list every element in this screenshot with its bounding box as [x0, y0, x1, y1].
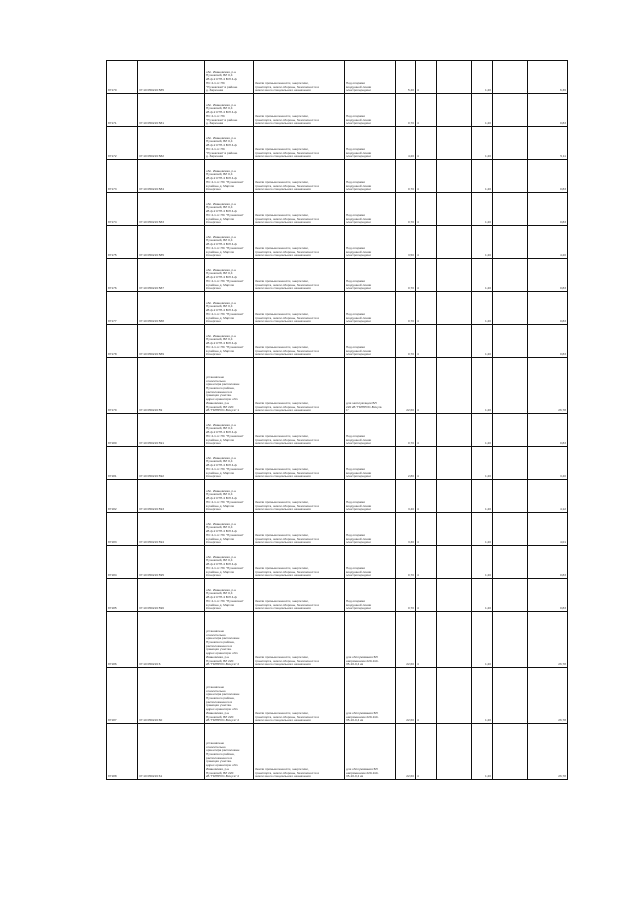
row-number-cell: 87186 — [107, 612, 138, 668]
row-number-cell: 87171 — [107, 94, 138, 127]
table-row — [107, 546, 568, 579]
area-cell: 0,70 — [396, 579, 416, 612]
empty-cell — [493, 668, 528, 724]
land-category-cell: Земли промышленности, энергетики, транспорта, земли обороны, безопасности и земли иного специального назначения — [254, 668, 345, 724]
land-category-cell: Земли промышленности, энергетики, транспорта, земли обороны, безопасности и земли иного специального назначения — [254, 325, 345, 358]
cadastral-number-cell: 37:10:050216:596 — [138, 579, 205, 612]
empty-cell — [437, 61, 472, 94]
table-body — [107, 61, 568, 780]
empty-cell — [437, 325, 472, 358]
row-number-cell: 87180 — [107, 414, 138, 447]
permitted-use-cell: Под опорами воздушной линии электропередачи — [345, 579, 396, 612]
table-row — [107, 325, 568, 358]
amount-cell: 6,36 — [528, 61, 568, 94]
amount-cell: 26,78 — [528, 668, 568, 724]
amount-cell: 0,83 — [528, 193, 568, 226]
amount-cell: 26,78 — [528, 358, 568, 414]
row-number-cell: 87185 — [107, 579, 138, 612]
table-row — [107, 358, 568, 414]
coefficient-cell: 4 — [416, 94, 437, 127]
area-cell: 3,30 — [396, 513, 416, 546]
permitted-use-cell: Под опорами воздушной линии электропередачи — [345, 193, 396, 226]
cadastral-number-cell: 37:10:050216:593 — [138, 480, 205, 513]
empty-cell — [493, 226, 528, 259]
amount-cell: 3,40 — [528, 447, 568, 480]
amount-cell: 26,78 — [528, 724, 568, 780]
permitted-use-cell: Под опорами воздушной линии электропередачи — [345, 160, 396, 193]
table-row — [107, 612, 568, 668]
rate-cell: 1,20 — [472, 612, 493, 668]
empty-cell — [493, 414, 528, 447]
cadastral-number-cell: 37:10:050216:595 — [138, 546, 205, 579]
amount-cell: 0,83 — [528, 94, 568, 127]
amount-cell: 4,20 — [528, 226, 568, 259]
rate-cell: 1,20 — [472, 226, 493, 259]
permitted-use-cell: Под опорами воздушной линии электропередачи — [345, 94, 396, 127]
address-cell: установлено относительно ориентира расположен Пучежского района, расположенного в границах участка. адрес ориентира: обл. Ивановская, р-н Пучежский, ВЛ 220 кВ "НИПРОС-Вичуга" 1 — [205, 358, 254, 414]
empty-cell — [437, 724, 472, 780]
empty-cell — [437, 94, 472, 127]
address-cell: обл. Ивановская, р-н Пучежский, ВЛ 0,4 кВ ф.2 КТП-4 В/Л 4-ф ПС 4-1 от ПС "Пучежская" в районе д. Мартов Кочергино — [205, 325, 254, 358]
area-cell: 0,70 — [396, 259, 416, 292]
table-row — [107, 668, 568, 724]
row-number-cell: 87184 — [107, 546, 138, 579]
empty-cell — [493, 546, 528, 579]
rate-cell: 1,20 — [472, 546, 493, 579]
coefficient-cell: 4 — [416, 579, 437, 612]
address-cell: обл. Ивановская, р-н Пучежский, ВЛ 0,4 кВ ф.2 КТП-4 В/Л 4-ф ПС 4-1 от ПС "Пучежская" в районе д. Заречная — [205, 94, 254, 127]
coefficient-cell: 4 — [416, 447, 437, 480]
amount-cell: 4,12 — [528, 480, 568, 513]
amount-cell: 26,78 — [528, 612, 568, 668]
cadastral-number-cell: 37:10:050216:592 — [138, 447, 205, 480]
coefficient-cell: 4 — [416, 724, 437, 780]
permitted-use-cell: Под опорами воздушной линии электропередачи — [345, 447, 396, 480]
land-category-cell: Земли промышленности, энергетики, транспорта, земли обороны, безопасности и земли иного специального назначения — [254, 358, 345, 414]
permitted-use-cell: для обслуживания ВЛ напряжением 220-110- 35-10-0,4 кв — [345, 724, 396, 780]
cadastral-number-cell: 37:10:050216:61 — [138, 724, 205, 780]
table-row — [107, 480, 568, 513]
empty-cell — [437, 612, 472, 668]
table-row — [107, 292, 568, 325]
land-category-cell: Земли промышленности, энергетики, транспорта, земли обороны, безопасности и земли иного специального назначения — [254, 480, 345, 513]
land-category-cell: Земли промышленности, энергетики, транспорта, земли обороны, безопасности и земли иного специального назначения — [254, 94, 345, 127]
amount-cell: 0,83 — [528, 325, 568, 358]
empty-cell — [493, 292, 528, 325]
table-row — [107, 160, 568, 193]
coefficient-cell: 4 — [416, 193, 437, 226]
coefficient-cell: 4 — [416, 612, 437, 668]
empty-cell — [493, 480, 528, 513]
area-cell: 0,70 — [396, 292, 416, 325]
area-cell: 0,70 — [396, 546, 416, 579]
area-cell: 22,60 — [396, 612, 416, 668]
rate-cell: 1,20 — [472, 447, 493, 480]
amount-cell: 5,11 — [528, 127, 568, 160]
row-number-cell: 87173 — [107, 160, 138, 193]
cadastral-number-cell: 37:10:050216:582 — [138, 127, 205, 160]
address-cell: установлено относительно ориентира расположен Пучежского района, расположенного в границах участка. адрес ориентира: обл. Ивановская, р-н Пучежский, ВЛ 220 кВ "НИПРОС-Вичуга" 2 — [205, 668, 254, 724]
empty-cell — [437, 127, 472, 160]
cadastral-number-cell: 37:10:050216:587 — [138, 259, 205, 292]
empty-cell — [437, 414, 472, 447]
amount-cell: 0,83 — [528, 414, 568, 447]
table-row — [107, 193, 568, 226]
table-row — [107, 94, 568, 127]
coefficient-cell: 4 — [416, 668, 437, 724]
address-cell: обл. Ивановская, р-н Пучежский, ВЛ 0,4 кВ ф.2 КТП-4 В/Л 4-ф ПС 4-1 от ПС "Пучежская" в районе д. Мартов Кочергино — [205, 546, 254, 579]
empty-cell — [493, 358, 528, 414]
area-cell: 0,70 — [396, 325, 416, 358]
rate-cell: 1,20 — [472, 292, 493, 325]
land-category-cell: Земли промышленности, энергетики, транспорта, земли обороны, безопасности и земли иного специального назначения — [254, 127, 345, 160]
permitted-use-cell: Под опорами воздушной линии электропередачи — [345, 480, 396, 513]
coefficient-cell: 4 — [416, 226, 437, 259]
address-cell: установлено относительно ориентира расположен Пучежского района, расположенного в границах участка. адрес ориентира: обл. Ивановская, р-н Пучежский, ВЛ 220 кВ "НИПРОС-Вичуга" 2 — [205, 724, 254, 780]
rate-cell: 1,20 — [472, 480, 493, 513]
land-category-cell: Земли промышленности, энергетики, транспорта, земли обороны, безопасности и земли иного специального назначения — [254, 61, 345, 94]
rate-cell: 1,20 — [472, 127, 493, 160]
area-cell: 0,70 — [396, 414, 416, 447]
cadastral-number-cell: 37:10:050216:581 — [138, 94, 205, 127]
row-number-cell: 87187 — [107, 668, 138, 724]
coefficient-cell: 4 — [416, 358, 437, 414]
empty-cell — [493, 513, 528, 546]
address-cell: обл. Ивановская, р-н Пучежский, ВЛ 0,4 кВ ф.2 КТП-4 В/Л 4-ф ПС 4-1 от ПС "Пучежская" в районе д. Мартов Кочергино — [205, 513, 254, 546]
empty-cell — [493, 193, 528, 226]
coefficient-cell: 4 — [416, 325, 437, 358]
coefficient-cell: 4 — [416, 513, 437, 546]
land-category-cell: Земли промышленности, энергетики, транспорта, земли обороны, безопасности и земли иного специального назначения — [254, 612, 345, 668]
empty-cell — [493, 579, 528, 612]
area-cell: 3,50 — [396, 226, 416, 259]
permitted-use-cell: Под опорами воздушной линии электропередачи — [345, 513, 396, 546]
permitted-use-cell: Под опорами воздушной линии электропередачи — [345, 546, 396, 579]
permitted-use-cell: Под опорами воздушной линии электропередачи — [345, 61, 396, 94]
area-cell: 0,70 — [396, 193, 416, 226]
empty-cell — [493, 259, 528, 292]
amount-cell: 0,83 — [528, 292, 568, 325]
permitted-use-cell: для эксплуатации ВЛ 220 кВ "НИПРОС-Вичуга 1" — [345, 358, 396, 414]
coefficient-cell: 4 — [416, 546, 437, 579]
land-category-cell: Земли промышленности, энергетики, транспорта, земли обороны, безопасности и земли иного специального назначения — [254, 724, 345, 780]
rate-cell: 1,20 — [472, 414, 493, 447]
permitted-use-cell: для обслуживания ВЛ напряжением 220-110- 35-10-0,4 кв — [345, 612, 396, 668]
address-cell: обл. Ивановская, р-н Пучежский, ВЛ 0,4 кВ ф.2 КТП-4 В/Л 4-ф ПС 4-1 от ПС "Пучежская" в районе д. Заречная — [205, 61, 254, 94]
cadastral-number-cell: 37:10:050216:594 — [138, 513, 205, 546]
land-category-cell: Земли промышленности, энергетики, транспорта, земли обороны, безопасности и земли иного специального назначения — [254, 259, 345, 292]
cadastral-number-cell: 37:10:050216:59 — [138, 358, 205, 414]
address-cell: обл. Ивановская, р-н Пучежский, ВЛ 0,4 кВ ф.2 КТП-4 В/Л 4-ф ПС 4-1 от ПС "Пучежская" в районе д. Мартов Кочергино — [205, 579, 254, 612]
land-category-cell: Земли промышленности, энергетики, транспорта, земли обороны, безопасности и земли иного специального назначения — [254, 226, 345, 259]
rate-cell: 1,20 — [472, 61, 493, 94]
cadastral-number-cell: 37:10:050216:585 — [138, 61, 205, 94]
empty-cell — [437, 447, 472, 480]
table-row — [107, 259, 568, 292]
empty-cell — [437, 546, 472, 579]
table-row — [107, 579, 568, 612]
cadastral-number-cell: 37:10:050216:6 — [138, 612, 205, 668]
empty-cell — [437, 226, 472, 259]
table-row — [107, 127, 568, 160]
address-cell: обл. Ивановская, р-н Пучежский, ВЛ 0,4 кВ ф.2 КТП-4 В/Л 4-ф ПС 4-1 от ПС "Пучежская" в районе д. Мартов Кочергино — [205, 292, 254, 325]
coefficient-cell: 4 — [416, 61, 437, 94]
area-cell: 2,80 — [396, 447, 416, 480]
empty-cell — [437, 193, 472, 226]
table-row — [107, 724, 568, 780]
address-cell: обл. Ивановская, р-н Пучежский, ВЛ 0,4 кВ ф.2 КТП-4 В/Л 4-ф ПС 4-1 от ПС "Пучежская" в районе д. Мартов Кочергино — [205, 160, 254, 193]
rate-cell: 1,20 — [472, 358, 493, 414]
coefficient-cell: 4 — [416, 160, 437, 193]
area-cell: 0,70 — [396, 94, 416, 127]
table-row — [107, 414, 568, 447]
empty-cell — [493, 447, 528, 480]
rate-cell: 1,20 — [472, 325, 493, 358]
area-cell: 22,60 — [396, 358, 416, 414]
coefficient-cell: 4 — [416, 127, 437, 160]
rate-cell: 1,20 — [472, 193, 493, 226]
empty-cell — [437, 292, 472, 325]
permitted-use-cell: Под опорами воздушной линии электропередачи — [345, 414, 396, 447]
rate-cell: 1,20 — [472, 668, 493, 724]
table-row — [107, 226, 568, 259]
rate-cell: 1,20 — [472, 259, 493, 292]
address-cell: обл. Ивановская, р-н Пучежский, ВЛ 0,4 кВ ф.2 КТП-4 В/Л 4-ф ПС 4-1 от ПС "Пучежская" в районе д. Мартов Кочергино — [205, 414, 254, 447]
area-cell: 4,20 — [396, 127, 416, 160]
land-category-cell: Земли промышленности, энергетики, транспорта, земли обороны, безопасности и земли иного специального назначения — [254, 546, 345, 579]
row-number-cell: 87183 — [107, 513, 138, 546]
empty-cell — [493, 61, 528, 94]
empty-cell — [437, 358, 472, 414]
address-cell: обл. Ивановская, р-н Пучежский, ВЛ 0,4 кВ ф.2 КТП-4 В/Л 4-ф ПС 4-1 от ПС "Пучежская" в районе д. Мартов Кочергино — [205, 226, 254, 259]
address-cell: обл. Ивановская, р-н Пучежский, ВЛ 0,4 кВ ф.2 КТП-4 В/Л 4-ф ПС 4-1 от ПС "Пучежская" в районе д. Мартов Кочергино — [205, 480, 254, 513]
cadastral-number-cell: 37:10:050216:583 — [138, 193, 205, 226]
row-number-cell: 87175 — [107, 226, 138, 259]
area-cell: 5,40 — [396, 61, 416, 94]
address-cell: установлено относительно ориентира расположен Пучежского района, расположенного в границах участка. адрес ориентира: обл. Ивановская, р-н Пучежский, ВЛ 220 кВ "НИПРОС-Вичуга" 2 — [205, 612, 254, 668]
rate-cell: 1,20 — [472, 94, 493, 127]
empty-cell — [493, 724, 528, 780]
row-number-cell: 87176 — [107, 259, 138, 292]
rate-cell: 1,20 — [472, 724, 493, 780]
permitted-use-cell: Под опорами воздушной линии электропередачи — [345, 325, 396, 358]
row-number-cell: 87172 — [107, 127, 138, 160]
cadastral-number-cell: 37:10:050216:584 — [138, 160, 205, 193]
table-row — [107, 447, 568, 480]
empty-cell — [493, 612, 528, 668]
land-category-cell: Земли промышленности, энергетики, транспорта, земли обороны, безопасности и земли иного специального назначения — [254, 447, 345, 480]
address-cell: обл. Ивановская, р-н Пучежский, ВЛ 0,4 кВ ф.2 КТП-4 В/Л 4-ф ПС 4-1 от ПС "Пучежская" в районе д. Мартов Кочергино — [205, 193, 254, 226]
permitted-use-cell: Под опорами воздушной линии электропередачи — [345, 127, 396, 160]
amount-cell: 4,01 — [528, 513, 568, 546]
row-number-cell: 87174 — [107, 193, 138, 226]
permitted-use-cell: Под опорами воздушной линии электропередачи — [345, 259, 396, 292]
area-cell: 22,60 — [396, 668, 416, 724]
row-number-cell: 87177 — [107, 292, 138, 325]
permitted-use-cell: Под опорами воздушной линии электропередачи — [345, 226, 396, 259]
rate-cell: 1,20 — [472, 160, 493, 193]
cadastral-number-cell: 37:10:050216:589 — [138, 325, 205, 358]
permitted-use-cell: Под опорами воздушной линии электропередачи — [345, 292, 396, 325]
coefficient-cell: 4 — [416, 414, 437, 447]
land-category-cell: Земли промышленности, энергетики, транспорта, земли обороны, безопасности и земли иного специального назначения — [254, 292, 345, 325]
empty-cell — [493, 127, 528, 160]
land-category-cell: Земли промышленности, энергетики, транспорта, земли обороны, безопасности и земли иного специального назначения — [254, 160, 345, 193]
land-category-cell: Земли промышленности, энергетики, транспорта, земли обороны, безопасности и земли иного специального назначения — [254, 513, 345, 546]
rate-cell: 1,20 — [472, 513, 493, 546]
area-cell: 3,40 — [396, 480, 416, 513]
coefficient-cell: 4 — [416, 480, 437, 513]
row-number-cell: 87179 — [107, 358, 138, 414]
area-cell: 0,70 — [396, 160, 416, 193]
empty-cell — [437, 160, 472, 193]
address-cell: обл. Ивановская, р-н Пучежский, ВЛ 0,4 кВ ф.2 КТП-4 В/Л 4-ф ПС 4-1 от ПС "Пучежская" в районе д. Заречная — [205, 127, 254, 160]
amount-cell: 0,83 — [528, 259, 568, 292]
cadastral-number-cell: 37:10:050216:585 — [138, 226, 205, 259]
empty-cell — [437, 480, 472, 513]
row-number-cell: 87188 — [107, 724, 138, 780]
empty-cell — [493, 94, 528, 127]
row-number-cell: 87181 — [107, 447, 138, 480]
rate-cell: 1,20 — [472, 579, 493, 612]
empty-cell — [493, 325, 528, 358]
empty-cell — [437, 668, 472, 724]
land-category-cell: Земли промышленности, энергетики, транспорта, земли обороны, безопасности и земли иного специального назначения — [254, 414, 345, 447]
address-cell: обл. Ивановская, р-н Пучежский, ВЛ 0,4 кВ ф.2 КТП-4 В/Л 4-ф ПС 4-1 от ПС "Пучежская" в районе д. Мартов Кочергино — [205, 259, 254, 292]
permitted-use-cell: для обслуживания ВЛ напряжением 220-110- 35-10-0,4 кв — [345, 668, 396, 724]
amount-cell: 0,83 — [528, 160, 568, 193]
cadastral-number-cell: 37:10:050216:60 — [138, 668, 205, 724]
coefficient-cell: 4 — [416, 292, 437, 325]
amount-cell: 0,83 — [528, 579, 568, 612]
row-number-cell: 87178 — [107, 325, 138, 358]
amount-cell: 0,83 — [528, 546, 568, 579]
empty-cell — [437, 579, 472, 612]
address-cell: обл. Ивановская, р-н Пучежский, ВЛ 0,4 кВ ф.2 КТП-4 В/Л 4-ф ПС 4-1 от ПС "Пучежская" в районе д. Мартов Кочергино — [205, 447, 254, 480]
area-cell: 22,60 — [396, 724, 416, 780]
empty-cell — [493, 160, 528, 193]
land-plot-table — [106, 60, 568, 780]
row-number-cell: 87170 — [107, 61, 138, 94]
empty-cell — [437, 513, 472, 546]
land-category-cell: Земли промышленности, энергетики, транспорта, земли обороны, безопасности и земли иного специального назначения — [254, 579, 345, 612]
empty-cell — [437, 259, 472, 292]
table-row — [107, 513, 568, 546]
land-category-cell: Земли промышленности, энергетики, транспорта, земли обороны, безопасности и земли иного специального назначения — [254, 193, 345, 226]
coefficient-cell: 4 — [416, 259, 437, 292]
cadastral-number-cell: 37:10:050216:588 — [138, 292, 205, 325]
cadastral-number-cell: 37:10:050216:591 — [138, 414, 205, 447]
row-number-cell: 87182 — [107, 480, 138, 513]
table-row — [107, 61, 568, 94]
